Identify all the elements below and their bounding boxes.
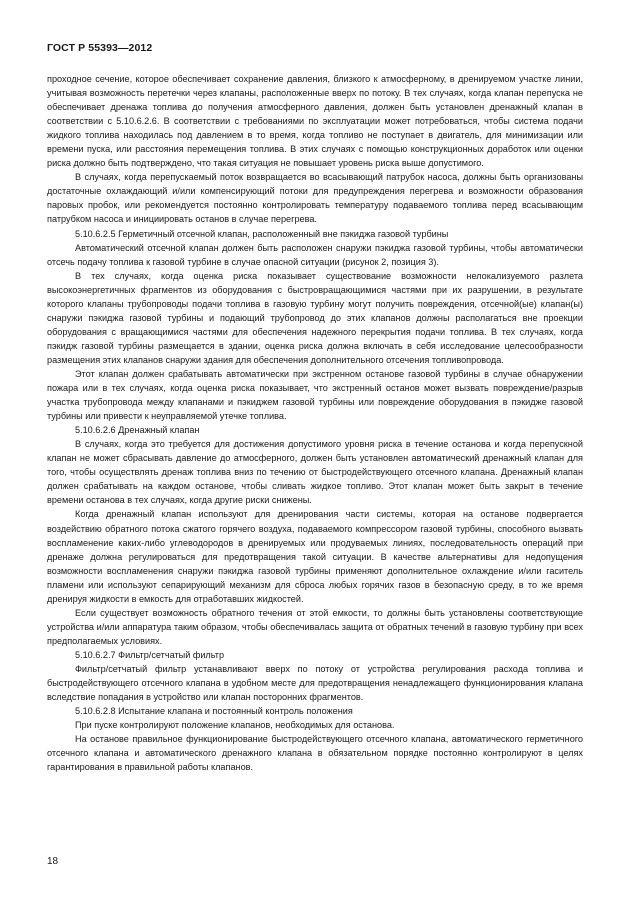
- document-body: [47, 72, 583, 774]
- section-heading: 5.10.6.2.8 Испытание клапана и постоянный контроль положения: [75, 706, 353, 717]
- paragraph: Этот клапан должен срабатывать автоматически при экстренном останове газовой турбины в случае обнаружении пожара или в тех случаях, когда оценка риска показывает, что экстренный останов может вызвать повреждение/разрыв участка трубопровода между клапанами и пэкиджем газовой турбины или повреждение оборудования в пэкидже газовой турбины или привести к неуправляемой утечке топлива.: [47, 368, 583, 422]
- section-heading: 5.10.6.2.7 Фильтр/сетчатый фильтр: [75, 649, 225, 660]
- page-number: 18: [47, 856, 59, 867]
- paragraph: Автоматический отсечной клапан должен быть расположен снаружи пэкиджа газовой турбины, чтобы автоматически отсечь подачу топлива к газовой турбине в случае опасной ситуации (рисунок 2, позиция 3).: [47, 242, 583, 267]
- paragraph: В случаях, когда это требуется для достижения допустимого уровня риска в течение останова и когда перепускной клапан не может сбрасывать давление до атмосферного, должен быть установлен автоматический дренажный клапан для того, чтобы осуществлять дренаж топлива вниз по течению от быстродействующего отсечного клапана. Дренажный клапан должен срабатывать на каждом останове, чтобы сливать жидкое топливо. Этот клапан может быть закрыт в течение времени останова в тех случаях, когда другие риски снижены.: [47, 439, 583, 506]
- section-heading: 5.10.6.2.5 Герметичный отсечной клапан, расположенный вне пэкиджа газовой турбины: [75, 228, 449, 239]
- paragraph: На останове правильное функционирование быстродействующего отсечного клапана, автоматического герметичного отсечного клапана и автоматического дренажного клапана в обязательном порядке постоянно контролируют в целях гарантирования в правильной работы клапанов.: [47, 734, 583, 773]
- paragraph: В случаях, когда перепускаемый поток возвращается во всасывающий патрубок насоса, должны быть организованы достаточные охлаждающий и/или компенсирующий потоки для предупреждения перегрева и возможности образования паровых пробок, или рекомендуется постоянно контролировать температуру подаваемого топлива перед всасывающим патрубком насоса и инициировать останов в случае перегрева.: [47, 172, 583, 225]
- paragraph: При пуске контролируют положение клапанов, необходимых для останова.: [75, 720, 395, 731]
- section-heading: 5.10.6.2.6 Дренажный клапан: [75, 425, 200, 436]
- paragraph: проходное сечение, которое обеспечивает сохранение давления, близкого к атмосферному, в дренируемом участке линии, учитывая возможность перетечки через клапаны, расположенные вверх по потоку. В тех случаях, когда клапан перепуска не обеспечивает дренажа топлива до получения атмосферного давления, должен быть установлен дренажный клапан в соответствии с 5.10.6.2.6. В соответствии с требованиями по эксплуатации может потребоваться, чтобы система подачи жидкого топлива находилась под давлением в то время, когда топливо не поступает в двигатель, для минимизации или времени пуска, или расстояния перемещения топлива. В этих случаях с помощью конструкционных доработок или оценки риска должно быть подтверждено, что такая ситуация не повышает уровень риска выше допустимого.: [47, 74, 583, 169]
- document-header: ГОСТ Р 55393—2012: [47, 42, 153, 54]
- paragraph: Фильтр/сетчатый фильтр устанавливают вверх по потоку от устройства регулирования расхода топлива и быстродействующего отсечного клапана в удобном месте для предотвращения ненадлежащего функционирования клапана вследствие попадания в устройство или клапан посторонних фрагментов.: [47, 663, 583, 703]
- paragraph: Когда дренажный клапан используют для дренирования части системы, которая на останове подвергается воздействию обратного потока сжатого горячего воздуха, подаваемого компрессором газовой турбины, способного вызвать воспламенение каких-либо углеводородов в дренируемых или продуваемых линиях, последовательность операций при дренаже должна регулироваться для предотвращения такой ситуации. В качестве альтернативы для недопущения возможности воспламенения снаружи пэкиджа газовой турбины применяют дополнительное охлаждение и/или гаситель пламени или используют сепарирующий механизм для сброса любых горячих газов в безопасную среду, в то же время дренируя жидкости в емкость для отработавших жидкостей.: [47, 509, 583, 604]
- paragraph: Если существует возможность обратного течения от этой емкости, то должны быть установлены соответствующие устройства и/или аппаратура таким образом, чтобы обеспечивалась защита от обратных течений в газовую турбину при всех предполагаемых условиях.: [47, 607, 583, 646]
- paragraph: В тех случаях, когда оценка риска показывает существование возможности нелокализуемого разлета высокоэнергетичных фрагментов из оборудования с быстровращающимися частями при их разрушении, в результате которого клапаны трубопроводы подачи топлива в газовую турбину могут получить повреждения, отсечной(ые) клапан(ы) снаружи пэкиджа газовой турбины и подающий трубопровод до этих клапанов должны располагаться вне проекции оборудования с вращающимися частями для обеспечения надежного перекрытия подачи топлива. В тех случаях, когда пэкидж газовой турбины размещается в здании, оценка риска должна включать в себя исследование целесообразности размещения этих клапанов снаружи здания для обеспечения дополнительного отсечения топливопровода.: [47, 270, 583, 365]
